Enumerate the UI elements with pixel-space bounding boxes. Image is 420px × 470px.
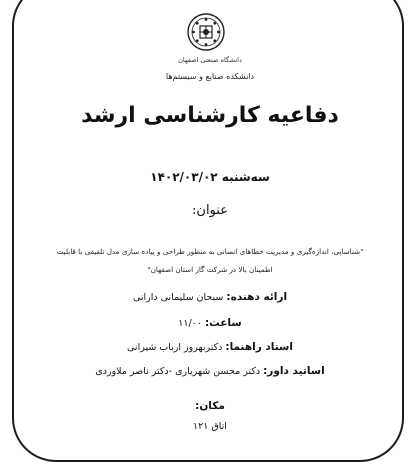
- referees-row: [0, 365, 420, 377]
- university-seal-icon: [186, 12, 226, 52]
- referees-names: دکتر محسن شهریاری -دکتر ناصر ملاوردی: [95, 366, 261, 377]
- thesis-title-line-2: اطمینان بالا در شرکت گاز استان اصفهان": [147, 265, 273, 274]
- defense-date: سه‌شنبه ۱۴۰۲/۰۳/۰۲: [150, 170, 270, 184]
- location-value: اتاق ۱۲۱: [193, 421, 227, 432]
- supervisor-label: استاد راهنما:: [225, 341, 293, 353]
- page-title: دفاعیه کارشناسی ارشد: [81, 103, 339, 128]
- time-value: ۱۱/۰۰: [178, 318, 202, 329]
- subject-label: عنوان:: [192, 203, 228, 218]
- thesis-title-line-1: "شناسایی، اندازه‌گیری و مدیریت خطاهای انسانی به منظور طراحی و پیاده سازی مدل تلفیقی با قابلیت: [56, 247, 364, 256]
- referees-label: اساتید داور:: [263, 365, 325, 377]
- supervisor-name: دکتربهروز ارباب شیرانی: [127, 342, 223, 353]
- presenter-label: ارائه دهنده:: [226, 291, 288, 303]
- faculty-name: دانشکده صنایع و سیستم‌ها: [165, 72, 255, 81]
- time-label: ساعت:: [204, 317, 242, 329]
- thesis-title: [30, 243, 390, 279]
- time-row: [0, 317, 420, 329]
- university-name: دانشگاه صنعتی اصفهان: [178, 56, 242, 64]
- location-label: مکان:: [195, 400, 225, 412]
- supervisor-row: [0, 341, 420, 353]
- presenter-name: سبحان سلیمانی دارانی: [132, 292, 224, 303]
- presenter-row: [0, 291, 420, 303]
